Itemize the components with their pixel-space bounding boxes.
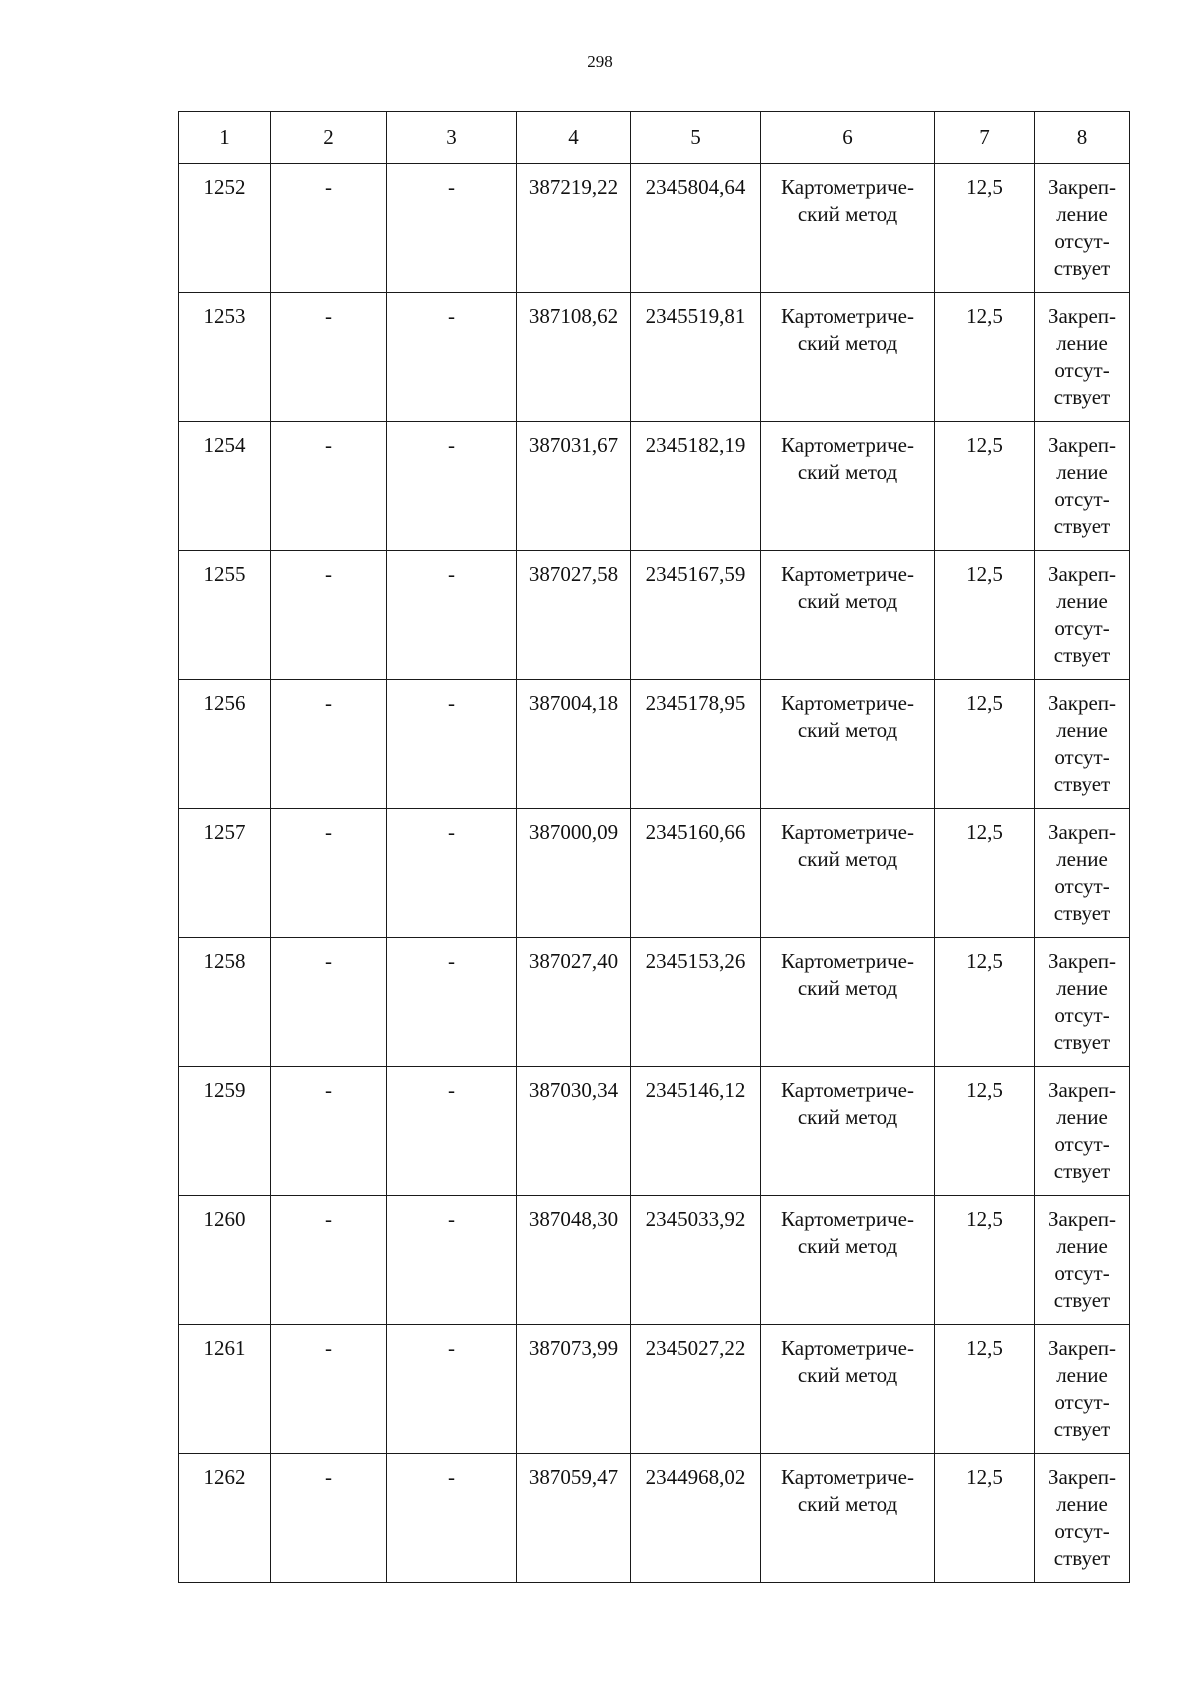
fixation-line: ление [1056,202,1108,226]
y-coordinate-cell: 2345178,95 [631,680,761,809]
fixation-line: ление [1056,976,1108,1000]
point-number-cell: 1261 [179,1325,271,1454]
fixation-cell [1035,1454,1130,1583]
fixation-cell [1035,551,1130,680]
y-coordinate-cell: 2345519,81 [631,293,761,422]
accuracy-cell: 12,5 [935,680,1035,809]
fixation-line: ствует [1053,1159,1111,1183]
fixation-line: ствует [1053,1546,1111,1570]
fixation-line: отсут- [1054,1390,1110,1414]
x-coordinate-cell: 387108,62 [517,293,631,422]
fixation-line: Закреп- [1047,691,1117,715]
page-number: 298 [587,52,613,71]
fixation-cell [1035,422,1130,551]
x-coordinate-cell: 387059,47 [517,1454,631,1583]
table-row [179,680,1130,809]
fixation-cell [1035,293,1130,422]
column-2-cell: - [271,1067,387,1196]
method-line: ский метод [797,847,898,871]
method-line: Картометриче- [781,1078,914,1102]
method-line: ский метод [797,331,898,355]
table-row [179,422,1130,551]
fixation-line: ление [1056,1105,1108,1129]
table-body [179,164,1130,1583]
method-cell [761,938,935,1067]
column-header: 8 [1035,112,1130,164]
fixation-line: ление [1056,1363,1108,1387]
table-row [179,1196,1130,1325]
accuracy-cell: 12,5 [935,809,1035,938]
method-line: Картометриче- [781,304,914,328]
method-cell [761,680,935,809]
column-header: 4 [517,112,631,164]
fixation-line: отсут- [1054,229,1110,253]
fixation-line: отсут- [1054,616,1110,640]
fixation-cell [1035,680,1130,809]
fixation-cell [1035,164,1130,293]
method-line: ский метод [797,1234,898,1258]
fixation-line: Закреп- [1047,433,1117,457]
column-3-cell: - [387,680,517,809]
table-row [179,809,1130,938]
y-coordinate-cell: 2345033,92 [631,1196,761,1325]
fixation-line: ствует [1053,1417,1111,1441]
y-coordinate-cell: 2345182,19 [631,422,761,551]
x-coordinate-cell: 387027,40 [517,938,631,1067]
method-line: Картометриче- [781,433,914,457]
fixation-cell [1035,938,1130,1067]
column-3-cell: - [387,164,517,293]
fixation-line: Закреп- [1047,1207,1117,1231]
fixation-line: Закреп- [1047,820,1117,844]
accuracy-cell: 12,5 [935,938,1035,1067]
column-2-cell: - [271,422,387,551]
column-3-cell: - [387,1067,517,1196]
column-2-cell: - [271,164,387,293]
fixation-line: Закреп- [1047,949,1117,973]
point-number-cell: 1254 [179,422,271,551]
column-3-cell: - [387,1196,517,1325]
method-line: ский метод [797,1492,898,1516]
method-line: Картометриче- [781,562,914,586]
fixation-cell [1035,1196,1130,1325]
fixation-line: отсут- [1054,358,1110,382]
column-header: 6 [761,112,935,164]
fixation-line: ствует [1053,643,1111,667]
column-2-cell: - [271,293,387,422]
method-line: ский метод [797,460,898,484]
point-number-cell: 1256 [179,680,271,809]
column-3-cell: - [387,422,517,551]
point-number-cell: 1252 [179,164,271,293]
fixation-line: ление [1056,847,1108,871]
accuracy-cell: 12,5 [935,1067,1035,1196]
method-line: Картометриче- [781,1207,914,1231]
method-cell [761,1067,935,1196]
column-2-cell: - [271,809,387,938]
column-3-cell: - [387,293,517,422]
accuracy-cell: 12,5 [935,551,1035,680]
x-coordinate-cell: 387000,09 [517,809,631,938]
fixation-line: Закреп- [1047,304,1117,328]
fixation-line: отсут- [1054,1261,1110,1285]
x-coordinate-cell: 387004,18 [517,680,631,809]
table-row [179,1067,1130,1196]
method-line: Картометриче- [781,1465,914,1489]
column-2-cell: - [271,551,387,680]
method-line: Картометриче- [781,1336,914,1360]
method-line: Картометриче- [781,175,914,199]
method-line: ский метод [797,589,898,613]
fixation-line: Закреп- [1047,1465,1117,1489]
column-3-cell: - [387,1325,517,1454]
coordinates-table [178,111,1130,1583]
accuracy-cell: 12,5 [935,164,1035,293]
method-line: ский метод [797,202,898,226]
point-number-cell: 1258 [179,938,271,1067]
y-coordinate-cell: 2345146,12 [631,1067,761,1196]
fixation-line: ление [1056,460,1108,484]
fixation-cell [1035,809,1130,938]
fixation-line: Закреп- [1047,562,1117,586]
fixation-line: ление [1056,1492,1108,1516]
fixation-line: Закреп- [1047,1336,1117,1360]
y-coordinate-cell: 2344968,02 [631,1454,761,1583]
fixation-line: Закреп- [1047,1078,1117,1102]
x-coordinate-cell: 387073,99 [517,1325,631,1454]
fixation-line: отсут- [1054,874,1110,898]
method-line: ский метод [797,1363,898,1387]
y-coordinate-cell: 2345167,59 [631,551,761,680]
method-cell [761,551,935,680]
column-header: 2 [271,112,387,164]
method-line: ский метод [797,718,898,742]
x-coordinate-cell: 387048,30 [517,1196,631,1325]
column-3-cell: - [387,938,517,1067]
column-2-cell: - [271,680,387,809]
fixation-line: отсут- [1054,1519,1110,1543]
fixation-cell [1035,1067,1130,1196]
fixation-line: отсут- [1054,745,1110,769]
y-coordinate-cell: 2345153,26 [631,938,761,1067]
table-row [179,938,1130,1067]
accuracy-cell: 12,5 [935,1325,1035,1454]
table-row [179,1325,1130,1454]
method-line: Картометриче- [781,949,914,973]
x-coordinate-cell: 387030,34 [517,1067,631,1196]
column-3-cell: - [387,809,517,938]
column-header: 7 [935,112,1035,164]
accuracy-cell: 12,5 [935,1454,1035,1583]
point-number-cell: 1255 [179,551,271,680]
method-cell [761,1196,935,1325]
table-row [179,1454,1130,1583]
accuracy-cell: 12,5 [935,1196,1035,1325]
fixation-line: ствует [1053,256,1111,280]
column-2-cell: - [271,1454,387,1583]
column-3-cell: - [387,1454,517,1583]
fixation-line: ление [1056,718,1108,742]
fixation-line: ствует [1053,1288,1111,1312]
fixation-line: ствует [1053,772,1111,796]
x-coordinate-cell: 387031,67 [517,422,631,551]
point-number-cell: 1262 [179,1454,271,1583]
y-coordinate-cell: 2345804,64 [631,164,761,293]
table-row [179,551,1130,680]
fixation-line: отсут- [1054,1003,1110,1027]
fixation-line: ствует [1053,1030,1111,1054]
point-number-cell: 1260 [179,1196,271,1325]
point-number-cell: 1257 [179,809,271,938]
fixation-line: ствует [1053,901,1111,925]
column-3-cell: - [387,551,517,680]
x-coordinate-cell: 387219,22 [517,164,631,293]
method-line: ский метод [797,1105,898,1129]
method-cell [761,809,935,938]
fixation-line: ление [1056,1234,1108,1258]
column-header: 3 [387,112,517,164]
y-coordinate-cell: 2345160,66 [631,809,761,938]
method-cell [761,1454,935,1583]
method-line: ский метод [797,976,898,1000]
fixation-line: ствует [1053,514,1111,538]
x-coordinate-cell: 387027,58 [517,551,631,680]
accuracy-cell: 12,5 [935,422,1035,551]
method-cell [761,1325,935,1454]
method-line: Картометриче- [781,691,914,715]
column-2-cell: - [271,1196,387,1325]
column-2-cell: - [271,938,387,1067]
fixation-line: отсут- [1054,487,1110,511]
column-header: 1 [179,112,271,164]
fixation-line: ление [1056,589,1108,613]
fixation-cell [1035,1325,1130,1454]
fixation-line: отсут- [1054,1132,1110,1156]
fixation-line: ление [1056,331,1108,355]
point-number-cell: 1253 [179,293,271,422]
method-line: Картометриче- [781,820,914,844]
column-header: 5 [631,112,761,164]
table-row [179,293,1130,422]
method-cell [761,164,935,293]
fixation-line: ствует [1053,385,1111,409]
accuracy-cell: 12,5 [935,293,1035,422]
y-coordinate-cell: 2345027,22 [631,1325,761,1454]
fixation-line: Закреп- [1047,175,1117,199]
method-cell [761,422,935,551]
table-row [179,164,1130,293]
point-number-cell: 1259 [179,1067,271,1196]
column-2-cell: - [271,1325,387,1454]
method-cell [761,293,935,422]
header-row [179,112,1130,164]
